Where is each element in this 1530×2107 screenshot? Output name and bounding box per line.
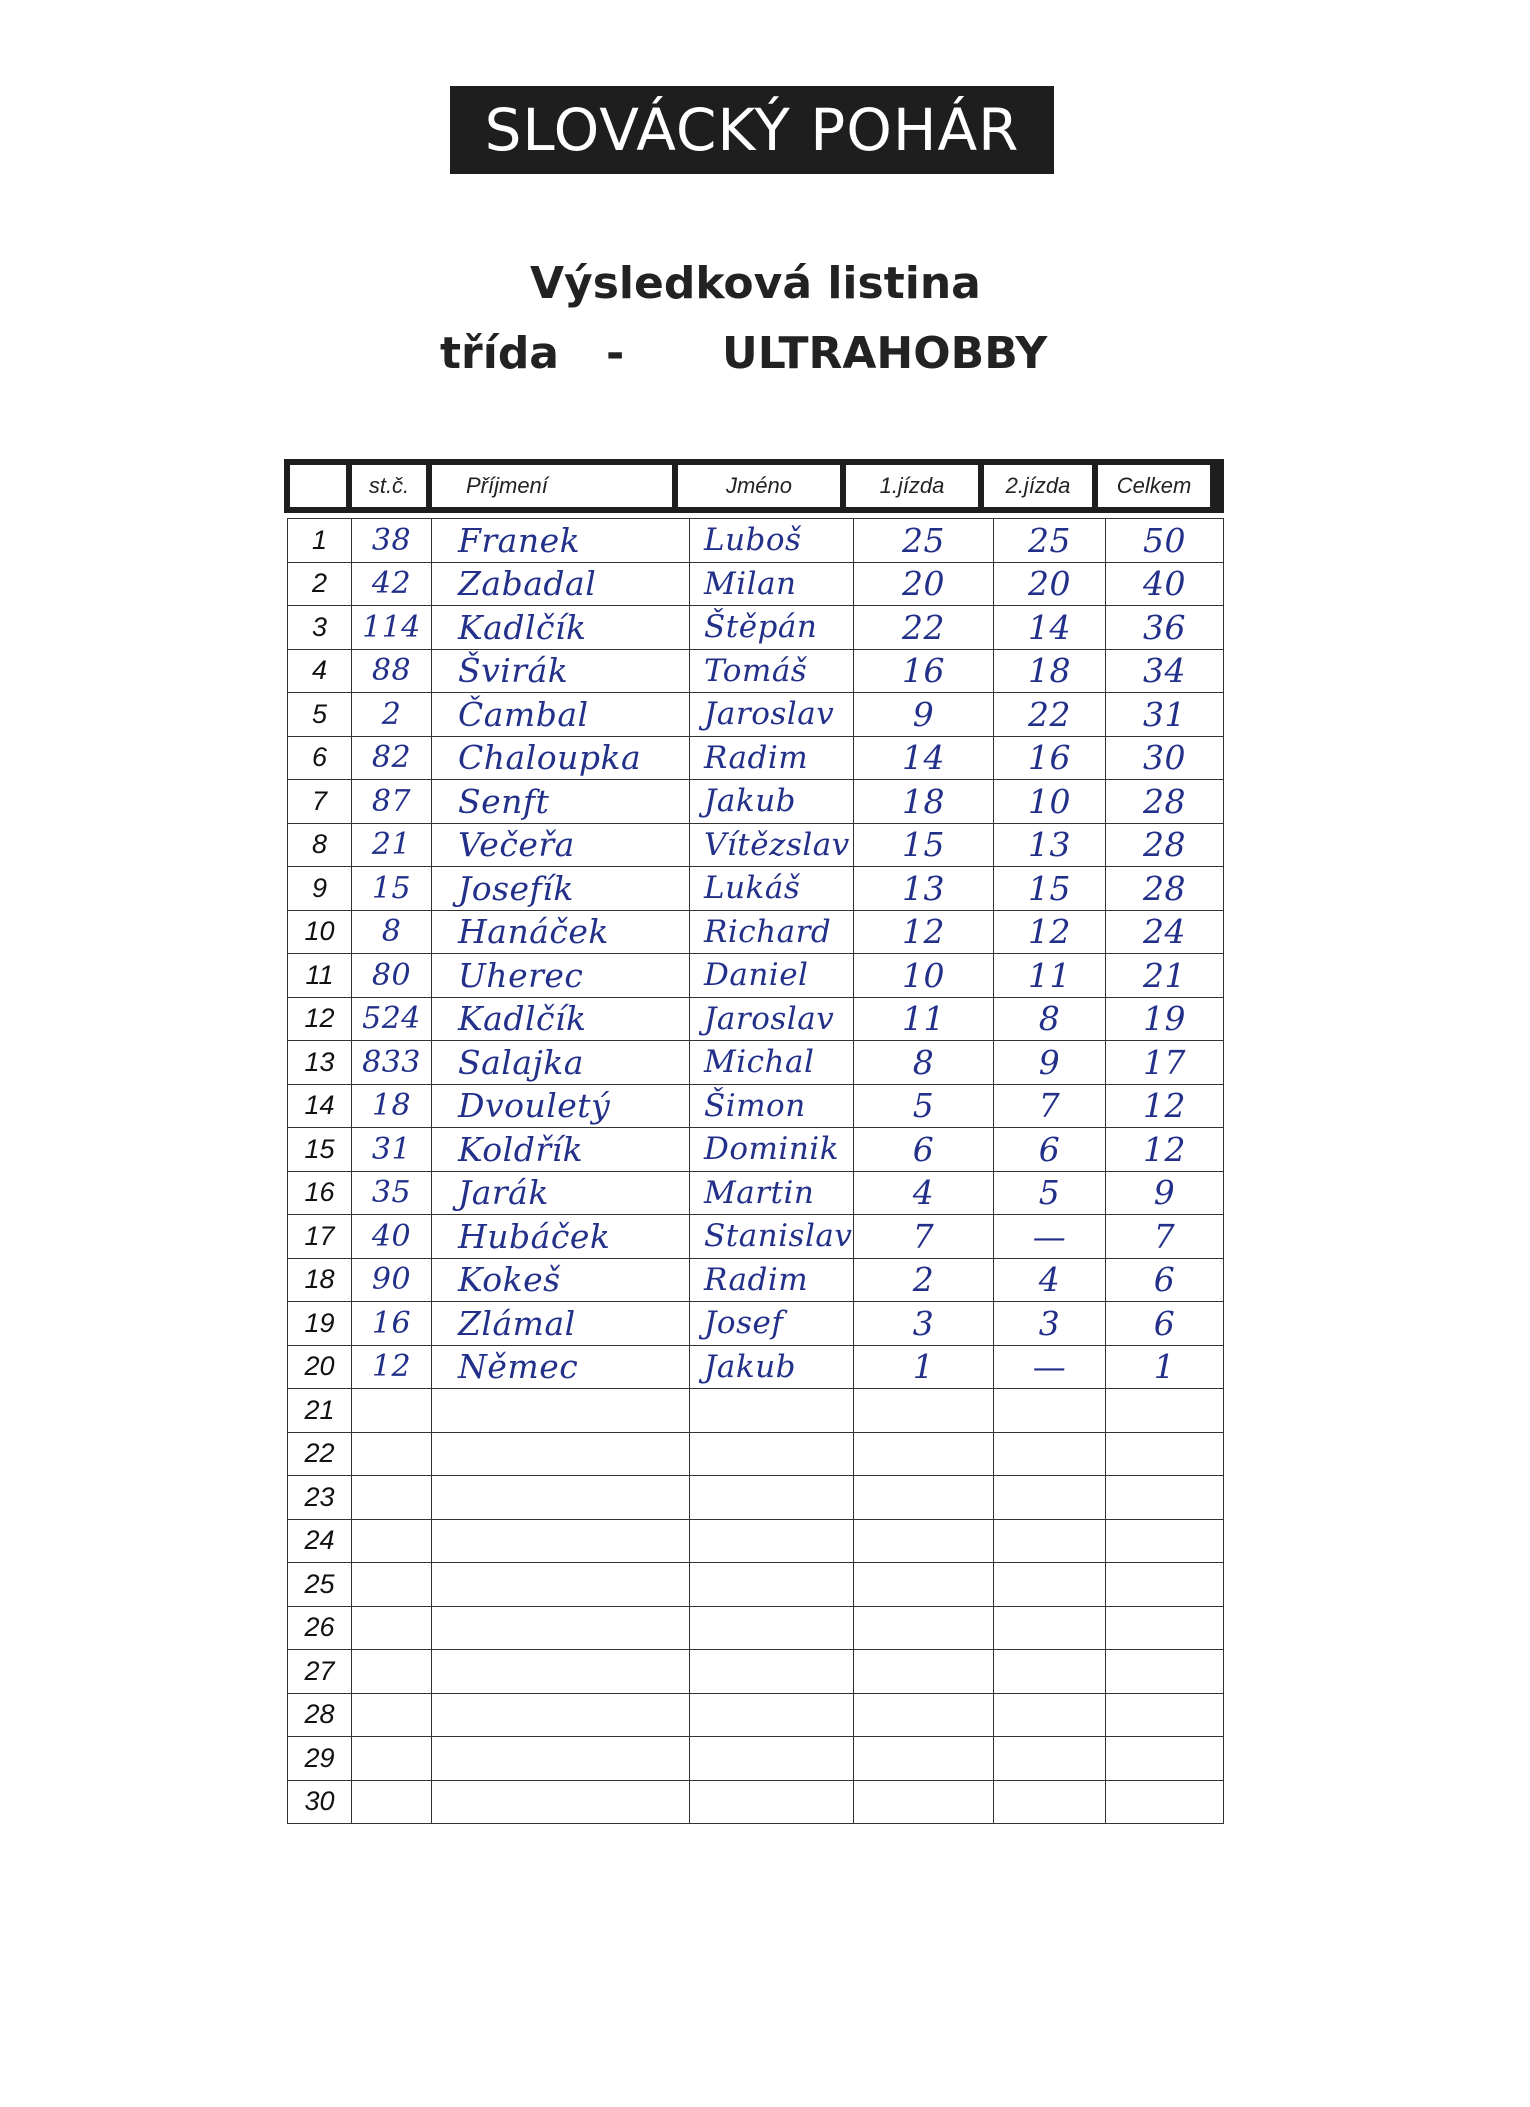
cell-total: 28 (1106, 780, 1224, 824)
cell-bib (352, 1650, 432, 1694)
cell-total (1106, 1780, 1224, 1824)
cell-bib: 31 (352, 1128, 432, 1172)
cell-total: 7 (1106, 1215, 1224, 1259)
table-row (288, 693, 1224, 737)
cell-total (1106, 1650, 1224, 1694)
cell-surname: Koldřík (432, 1128, 690, 1172)
cell-bib: 35 (352, 1171, 432, 1215)
cell-surname (432, 1780, 690, 1824)
results-table (287, 518, 1224, 1824)
cell-bib (352, 1519, 432, 1563)
cell-rank: 11 (288, 954, 352, 998)
cell-bib: 38 (352, 519, 432, 563)
table-row (288, 1780, 1224, 1824)
cell-run1: 2 (854, 1258, 994, 1302)
cell-total: 21 (1106, 954, 1224, 998)
cell-run1: 7 (854, 1215, 994, 1259)
cell-surname: Kokeš (432, 1258, 690, 1302)
cell-run2: 14 (994, 606, 1106, 650)
cell-rank: 26 (288, 1606, 352, 1650)
table-row (288, 954, 1224, 998)
cell-run2: 25 (994, 519, 1106, 563)
cell-run1 (854, 1389, 994, 1433)
cell-total (1106, 1563, 1224, 1607)
cell-bib: 90 (352, 1258, 432, 1302)
cell-bib: 40 (352, 1215, 432, 1259)
cell-rank: 4 (288, 649, 352, 693)
cell-rank: 6 (288, 736, 352, 780)
cell-run1: 18 (854, 780, 994, 824)
cell-first-name: Radim (690, 736, 854, 780)
cell-run2 (994, 1476, 1106, 1520)
cell-bib (352, 1389, 432, 1433)
cell-bib: 42 (352, 562, 432, 606)
cell-first-name: Luboš (690, 519, 854, 563)
cell-rank: 16 (288, 1171, 352, 1215)
table-row (288, 1084, 1224, 1128)
cell-run2: 10 (994, 780, 1106, 824)
table-row (288, 562, 1224, 606)
cell-run1 (854, 1606, 994, 1650)
cell-first-name: Milan (690, 562, 854, 606)
cell-first-name: Štěpán (690, 606, 854, 650)
column-header-first-name: Jméno (678, 465, 840, 507)
cell-total: 19 (1106, 997, 1224, 1041)
cell-surname: Zlámal (432, 1302, 690, 1346)
cell-first-name: Josef (690, 1302, 854, 1346)
cell-first-name (690, 1606, 854, 1650)
cell-run2: 9 (994, 1041, 1106, 1085)
cell-total: 34 (1106, 649, 1224, 693)
cell-bib (352, 1476, 432, 1520)
cell-surname (432, 1563, 690, 1607)
cell-first-name: Martin (690, 1171, 854, 1215)
cell-rank: 27 (288, 1650, 352, 1694)
cell-total: 28 (1106, 867, 1224, 911)
cell-run1: 11 (854, 997, 994, 1041)
table-row (288, 1171, 1224, 1215)
cell-surname: Kadlčík (432, 997, 690, 1041)
cell-first-name (690, 1780, 854, 1824)
table-row (288, 1302, 1224, 1346)
table-row (288, 519, 1224, 563)
cell-first-name (690, 1476, 854, 1520)
cell-total (1106, 1432, 1224, 1476)
table-row (288, 649, 1224, 693)
cell-run2 (994, 1780, 1106, 1824)
cell-rank: 17 (288, 1215, 352, 1259)
table-row (288, 1345, 1224, 1389)
cell-total: 36 (1106, 606, 1224, 650)
cell-first-name: Lukáš (690, 867, 854, 911)
cell-run2 (994, 1563, 1106, 1607)
cell-run1 (854, 1519, 994, 1563)
cell-run1 (854, 1650, 994, 1694)
cell-total: 30 (1106, 736, 1224, 780)
cell-bib: 18 (352, 1084, 432, 1128)
cell-rank: 22 (288, 1432, 352, 1476)
column-header-surname: Příjmení (432, 465, 672, 507)
cell-rank: 19 (288, 1302, 352, 1346)
cell-bib (352, 1737, 432, 1781)
cell-first-name: Jakub (690, 1345, 854, 1389)
cell-surname: Jarák (432, 1171, 690, 1215)
cell-total: 6 (1106, 1302, 1224, 1346)
cell-total: 50 (1106, 519, 1224, 563)
cell-bib: 21 (352, 823, 432, 867)
cell-run2: 13 (994, 823, 1106, 867)
cell-bib (352, 1606, 432, 1650)
cell-total (1106, 1693, 1224, 1737)
cell-run1: 25 (854, 519, 994, 563)
cell-surname: Čambal (432, 693, 690, 737)
cell-surname: Němec (432, 1345, 690, 1389)
cell-bib: 88 (352, 649, 432, 693)
cell-rank: 3 (288, 606, 352, 650)
cell-rank: 2 (288, 562, 352, 606)
table-row (288, 1215, 1224, 1259)
table-row (288, 1650, 1224, 1694)
cell-total: 40 (1106, 562, 1224, 606)
cell-rank: 15 (288, 1128, 352, 1172)
column-header-run2: 2.jízda (984, 465, 1092, 507)
cell-total: 12 (1106, 1084, 1224, 1128)
cell-bib: 80 (352, 954, 432, 998)
cell-surname (432, 1606, 690, 1650)
cell-surname: Chaloupka (432, 736, 690, 780)
cell-total: 24 (1106, 910, 1224, 954)
cell-run1: 6 (854, 1128, 994, 1172)
cell-rank: 24 (288, 1519, 352, 1563)
cell-first-name: Radim (690, 1258, 854, 1302)
cell-surname: Senft (432, 780, 690, 824)
cell-run2: 15 (994, 867, 1106, 911)
cell-run2 (994, 1389, 1106, 1433)
cell-run1: 1 (854, 1345, 994, 1389)
cell-total: 31 (1106, 693, 1224, 737)
cell-run1 (854, 1476, 994, 1520)
cell-surname: Uherec (432, 954, 690, 998)
cell-first-name: Vítězslav (690, 823, 854, 867)
cell-total: 9 (1106, 1171, 1224, 1215)
cell-run1: 4 (854, 1171, 994, 1215)
cell-rank: 7 (288, 780, 352, 824)
cell-run2: 5 (994, 1171, 1106, 1215)
cell-bib: 833 (352, 1041, 432, 1085)
class-label: třída (440, 328, 560, 379)
cell-surname: Kadlčík (432, 606, 690, 650)
cell-run2: 22 (994, 693, 1106, 737)
table-row (288, 1476, 1224, 1520)
cell-surname: Dvouletý (432, 1084, 690, 1128)
cell-run1 (854, 1780, 994, 1824)
cell-first-name: Dominik (690, 1128, 854, 1172)
cell-bib: 16 (352, 1302, 432, 1346)
cell-rank: 13 (288, 1041, 352, 1085)
cell-run1 (854, 1432, 994, 1476)
cell-run1: 3 (854, 1302, 994, 1346)
cell-run2: 8 (994, 997, 1106, 1041)
cell-rank: 5 (288, 693, 352, 737)
cell-surname: Švirák (432, 649, 690, 693)
cell-surname (432, 1693, 690, 1737)
cell-total (1106, 1389, 1224, 1433)
cell-rank: 12 (288, 997, 352, 1041)
class-name: ULTRAHOBBY (722, 328, 1048, 379)
cell-total: 12 (1106, 1128, 1224, 1172)
cell-total (1106, 1519, 1224, 1563)
cell-run1: 10 (854, 954, 994, 998)
cell-rank: 18 (288, 1258, 352, 1302)
cell-run1 (854, 1737, 994, 1781)
cell-surname: Zabadal (432, 562, 690, 606)
cell-first-name (690, 1650, 854, 1694)
table-row (288, 1737, 1224, 1781)
cell-total (1106, 1606, 1224, 1650)
cell-run2: 20 (994, 562, 1106, 606)
cell-total: 17 (1106, 1041, 1224, 1085)
table-row (288, 1519, 1224, 1563)
cell-bib: 8 (352, 910, 432, 954)
cell-run2 (994, 1606, 1106, 1650)
cell-surname (432, 1476, 690, 1520)
table-row (288, 780, 1224, 824)
cell-rank: 25 (288, 1563, 352, 1607)
cell-first-name: Jakub (690, 780, 854, 824)
cell-surname (432, 1737, 690, 1781)
cell-surname (432, 1650, 690, 1694)
cell-run2: 12 (994, 910, 1106, 954)
cell-first-name: Stanislav (690, 1215, 854, 1259)
table-row (288, 736, 1224, 780)
cell-bib: 15 (352, 867, 432, 911)
cell-first-name (690, 1519, 854, 1563)
cell-bib: 12 (352, 1345, 432, 1389)
table-header (284, 459, 1224, 513)
cell-total (1106, 1476, 1224, 1520)
table-row (288, 606, 1224, 650)
cell-run2: — (994, 1345, 1106, 1389)
cell-run1: 5 (854, 1084, 994, 1128)
cell-bib (352, 1432, 432, 1476)
cell-total (1106, 1737, 1224, 1781)
cell-bib (352, 1563, 432, 1607)
cell-run1: 9 (854, 693, 994, 737)
cell-run1 (854, 1693, 994, 1737)
cell-bib: 114 (352, 606, 432, 650)
cell-first-name: Richard (690, 910, 854, 954)
cell-run1: 16 (854, 649, 994, 693)
table-row (288, 1128, 1224, 1172)
cell-bib (352, 1780, 432, 1824)
cell-first-name (690, 1737, 854, 1781)
table-row (288, 1258, 1224, 1302)
cell-rank: 28 (288, 1693, 352, 1737)
column-header-total: Celkem (1098, 465, 1210, 507)
table-row (288, 1693, 1224, 1737)
cell-rank: 30 (288, 1780, 352, 1824)
cell-first-name: Daniel (690, 954, 854, 998)
table-row (288, 867, 1224, 911)
cell-total: 28 (1106, 823, 1224, 867)
cell-first-name (690, 1693, 854, 1737)
class-dash: - (606, 328, 625, 379)
column-header-rank (290, 465, 346, 507)
cell-rank: 10 (288, 910, 352, 954)
cell-surname (432, 1389, 690, 1433)
cell-run2 (994, 1519, 1106, 1563)
table-row (288, 823, 1224, 867)
cell-surname (432, 1432, 690, 1476)
cell-run2: 11 (994, 954, 1106, 998)
cell-total: 6 (1106, 1258, 1224, 1302)
cell-surname: Franek (432, 519, 690, 563)
cell-run2: 3 (994, 1302, 1106, 1346)
cell-run2: 7 (994, 1084, 1106, 1128)
cell-bib: 2 (352, 693, 432, 737)
cell-run1: 22 (854, 606, 994, 650)
event-banner: SLOVÁCKÝ POHÁR (450, 86, 1054, 174)
cell-first-name (690, 1432, 854, 1476)
document-subtitle: Výsledková listina (530, 258, 981, 309)
column-header-bib: st.č. (352, 465, 426, 507)
cell-first-name: Tomáš (690, 649, 854, 693)
cell-run2: 6 (994, 1128, 1106, 1172)
table-row (288, 1563, 1224, 1607)
cell-run2 (994, 1693, 1106, 1737)
cell-rank: 8 (288, 823, 352, 867)
cell-surname: Hubáček (432, 1215, 690, 1259)
table-row (288, 1389, 1224, 1433)
cell-rank: 1 (288, 519, 352, 563)
table-row (288, 1041, 1224, 1085)
cell-first-name: Michal (690, 1041, 854, 1085)
cell-rank: 23 (288, 1476, 352, 1520)
table-row (288, 910, 1224, 954)
cell-run2: 4 (994, 1258, 1106, 1302)
table-row (288, 1432, 1224, 1476)
cell-first-name (690, 1563, 854, 1607)
results-body (288, 519, 1224, 1824)
cell-surname: Salajka (432, 1041, 690, 1085)
cell-rank: 9 (288, 867, 352, 911)
cell-rank: 20 (288, 1345, 352, 1389)
cell-run1: 13 (854, 867, 994, 911)
cell-bib: 82 (352, 736, 432, 780)
table-row (288, 997, 1224, 1041)
cell-run2: 18 (994, 649, 1106, 693)
cell-surname: Josefík (432, 867, 690, 911)
table-row (288, 1606, 1224, 1650)
cell-first-name: Šimon (690, 1084, 854, 1128)
cell-run1 (854, 1563, 994, 1607)
cell-run2: 16 (994, 736, 1106, 780)
cell-run1: 12 (854, 910, 994, 954)
cell-run1: 8 (854, 1041, 994, 1085)
cell-run2: — (994, 1215, 1106, 1259)
cell-run1: 15 (854, 823, 994, 867)
cell-run2 (994, 1650, 1106, 1694)
cell-bib: 524 (352, 997, 432, 1041)
cell-bib: 87 (352, 780, 432, 824)
cell-rank: 21 (288, 1389, 352, 1433)
cell-bib (352, 1693, 432, 1737)
cell-first-name: Jaroslav (690, 997, 854, 1041)
cell-first-name (690, 1389, 854, 1433)
column-header-run1: 1.jízda (846, 465, 978, 507)
cell-rank: 14 (288, 1084, 352, 1128)
cell-rank: 29 (288, 1737, 352, 1781)
cell-run1: 14 (854, 736, 994, 780)
cell-first-name: Jaroslav (690, 693, 854, 737)
cell-surname (432, 1519, 690, 1563)
cell-run2 (994, 1737, 1106, 1781)
cell-surname: Večeřa (432, 823, 690, 867)
cell-run1: 20 (854, 562, 994, 606)
cell-surname: Hanáček (432, 910, 690, 954)
cell-total: 1 (1106, 1345, 1224, 1389)
cell-run2 (994, 1432, 1106, 1476)
